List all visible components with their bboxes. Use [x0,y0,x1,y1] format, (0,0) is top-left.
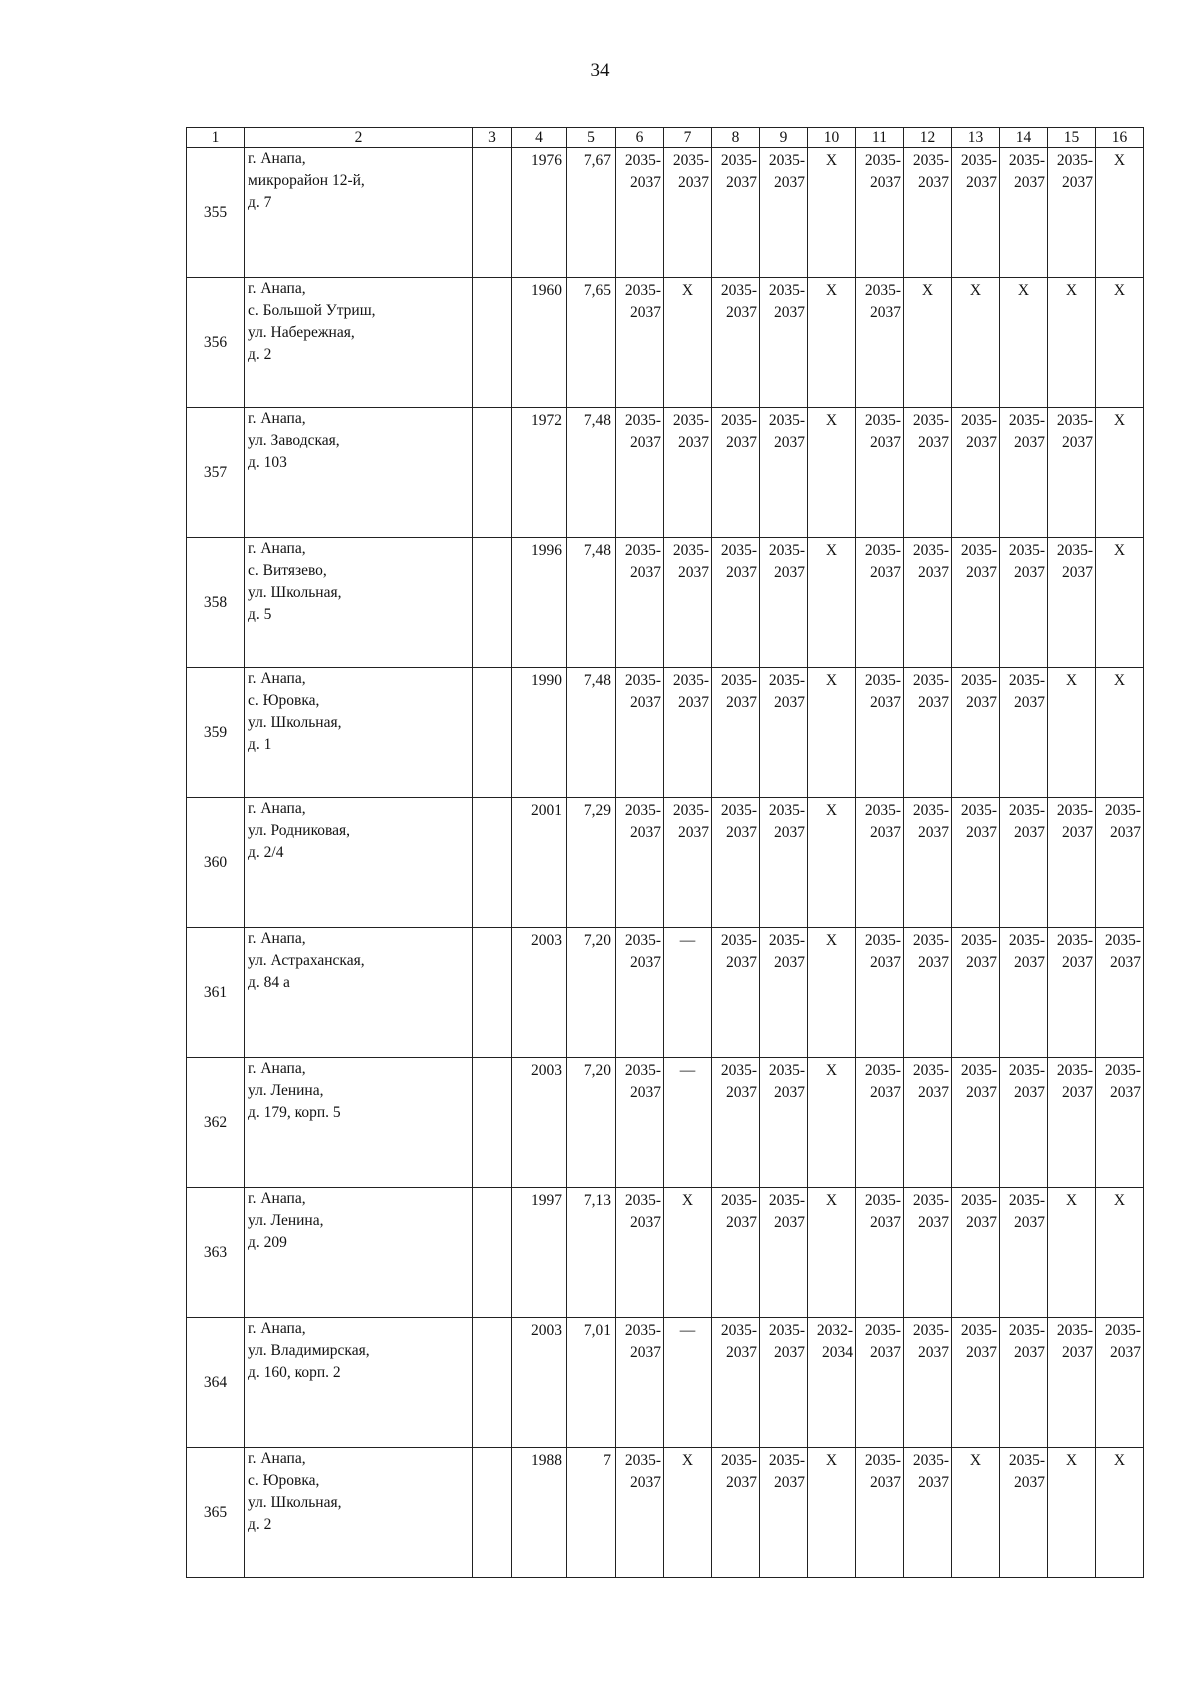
year-cell: 1972 [512,408,567,538]
table-row [187,668,1144,798]
period-cell: 2035- 2037 [856,798,904,928]
year-cell: 1960 [512,278,567,408]
period-cell: 2035- 2037 [1048,538,1096,668]
year-cell: 2003 [512,1058,567,1188]
value-cell: 7,48 [567,538,616,668]
row-number: 362 [187,1058,245,1188]
value-cell: 7,67 [567,148,616,278]
table-row [187,1188,1144,1318]
period-cell: 2035- 2037 [856,278,904,408]
column-header: 1 [187,128,245,148]
period-cell: X [1096,1188,1144,1318]
value-cell: 7,48 [567,408,616,538]
period-cell: 2035- 2037 [856,1318,904,1448]
period-cell: X [952,278,1000,408]
period-cell: X [1096,148,1144,278]
address-cell: г. Анапа, ул. Ленина, д. 209 [245,1188,473,1318]
column-header: 15 [1048,128,1096,148]
row-number: 364 [187,1318,245,1448]
page-number: 34 [590,60,610,81]
period-cell: 2035- 2037 [1000,538,1048,668]
period-cell: 2035- 2037 [616,928,664,1058]
address-cell: г. Анапа, с. Юровка, ул. Школьная, д. 1 [245,668,473,798]
table-row [187,1318,1144,1448]
column-header: 7 [664,128,712,148]
row-number: 360 [187,798,245,928]
period-cell: 2035- 2037 [712,1448,760,1578]
period-cell: 2035- 2037 [616,1318,664,1448]
col3-cell [473,278,512,408]
period-cell: 2035- 2037 [760,278,808,408]
table-row [187,278,1144,408]
period-cell: 2035- 2037 [664,798,712,928]
period-cell: 2035- 2037 [1096,928,1144,1058]
period-cell: X [808,1188,856,1318]
column-header: 14 [1000,128,1048,148]
table-row [187,928,1144,1058]
period-cell: 2035- 2037 [760,1058,808,1188]
period-cell: 2035- 2037 [616,1448,664,1578]
period-cell: X [1096,1448,1144,1578]
period-cell: X [808,148,856,278]
period-cell: 2035- 2037 [1000,148,1048,278]
period-cell: 2035- 2037 [616,408,664,538]
col3-cell [473,928,512,1058]
period-cell: 2035- 2037 [904,928,952,1058]
period-cell: X [808,668,856,798]
period-cell: 2035- 2037 [904,1188,952,1318]
period-cell: X [808,798,856,928]
value-cell: 7 [567,1448,616,1578]
period-cell: 2035- 2037 [1000,928,1048,1058]
period-cell: 2035- 2037 [1048,408,1096,538]
period-cell: 2035- 2037 [1000,668,1048,798]
address-cell: г. Анапа, ул. Заводская, д. 103 [245,408,473,538]
col3-cell [473,1188,512,1318]
column-header: 4 [512,128,567,148]
period-cell: 2035- 2037 [856,408,904,538]
period-cell: 2035- 2037 [952,798,1000,928]
period-cell: 2035- 2037 [664,408,712,538]
period-cell: 2035- 2037 [712,538,760,668]
period-cell: 2035- 2037 [1000,1448,1048,1578]
col3-cell [473,148,512,278]
period-cell: 2035- 2037 [664,538,712,668]
table-row [187,1448,1144,1578]
period-cell: X [1048,1448,1096,1578]
period-cell: 2035- 2037 [1000,798,1048,928]
table-row [187,408,1144,538]
row-number: 355 [187,148,245,278]
register-table [186,127,1144,1578]
period-cell: 2035- 2037 [856,1448,904,1578]
period-cell: 2035- 2037 [856,668,904,798]
period-cell: X [952,1448,1000,1578]
period-cell: 2035- 2037 [616,148,664,278]
period-cell: — [664,1318,712,1448]
column-header: 16 [1096,128,1144,148]
col3-cell [473,1318,512,1448]
period-cell: 2035- 2037 [760,928,808,1058]
period-cell: 2035- 2037 [760,408,808,538]
period-cell: X [1048,278,1096,408]
period-cell: X [664,278,712,408]
period-cell: 2035- 2037 [856,1188,904,1318]
period-cell: 2035- 2037 [904,408,952,538]
address-cell: г. Анапа, микрорайон 12-й, д. 7 [245,148,473,278]
period-cell: 2035- 2037 [616,538,664,668]
col3-cell [473,1058,512,1188]
period-cell: X [1096,538,1144,668]
period-cell: 2035- 2037 [1000,408,1048,538]
table-row [187,798,1144,928]
col3-cell [473,408,512,538]
address-cell: г. Анапа, ул. Владимирская, д. 160, корп. 2 [245,1318,473,1448]
period-cell: X [1096,278,1144,408]
period-cell: 2035- 2037 [952,928,1000,1058]
period-cell: 2035- 2037 [712,148,760,278]
period-cell: 2035- 2037 [952,408,1000,538]
period-cell: X [1096,408,1144,538]
period-cell: 2035- 2037 [712,928,760,1058]
column-header: 11 [856,128,904,148]
value-cell: 7,29 [567,798,616,928]
period-cell: 2035- 2037 [760,1188,808,1318]
period-cell: 2035- 2037 [904,1448,952,1578]
value-cell: 7,01 [567,1318,616,1448]
column-header: 10 [808,128,856,148]
address-cell: г. Анапа, с. Витязево, ул. Школьная, д. 5 [245,538,473,668]
header-row [187,128,1144,148]
period-cell: 2035- 2037 [904,538,952,668]
row-number: 363 [187,1188,245,1318]
col3-cell [473,1448,512,1578]
period-cell: 2035- 2037 [952,1058,1000,1188]
period-cell: 2035- 2037 [856,538,904,668]
period-cell: 2035- 2037 [1048,798,1096,928]
row-number: 356 [187,278,245,408]
column-header: 3 [473,128,512,148]
period-cell: 2035- 2037 [904,668,952,798]
column-header: 8 [712,128,760,148]
period-cell: 2035- 2037 [952,1318,1000,1448]
period-cell: 2035- 2037 [712,1318,760,1448]
period-cell: 2035- 2037 [760,1448,808,1578]
period-cell: 2035- 2037 [664,668,712,798]
year-cell: 1996 [512,538,567,668]
table-row [187,148,1144,278]
period-cell: 2035- 2037 [664,148,712,278]
period-cell: X [808,1448,856,1578]
period-cell: 2035- 2037 [952,1188,1000,1318]
period-cell: X [1096,668,1144,798]
period-cell: 2035- 2037 [760,148,808,278]
period-cell: 2035- 2037 [1048,148,1096,278]
period-cell: — [664,1058,712,1188]
year-cell: 1990 [512,668,567,798]
period-cell: 2035- 2037 [712,668,760,798]
period-cell: X [808,538,856,668]
value-cell: 7,20 [567,1058,616,1188]
row-number: 361 [187,928,245,1058]
row-number: 359 [187,668,245,798]
table-row [187,538,1144,668]
period-cell: X [904,278,952,408]
period-cell: 2035- 2037 [1048,928,1096,1058]
value-cell: 7,13 [567,1188,616,1318]
column-header: 12 [904,128,952,148]
period-cell: X [808,408,856,538]
col3-cell [473,538,512,668]
address-cell: г. Анапа, с. Юровка, ул. Школьная, д. 2 [245,1448,473,1578]
period-cell: 2035- 2037 [952,668,1000,798]
period-cell: X [1048,1188,1096,1318]
column-header: 2 [245,128,473,148]
address-cell: г. Анапа, ул. Родниковая, д. 2/4 [245,798,473,928]
year-cell: 2003 [512,1318,567,1448]
period-cell: 2035- 2037 [856,928,904,1058]
period-cell: 2035- 2037 [904,1318,952,1448]
period-cell: 2035- 2037 [1096,1318,1144,1448]
period-cell: 2035- 2037 [712,408,760,538]
period-cell: 2035- 2037 [1048,1318,1096,1448]
value-cell: 7,65 [567,278,616,408]
period-cell: 2035- 2037 [616,668,664,798]
period-cell: 2035- 2037 [760,668,808,798]
period-cell: 2035- 2037 [904,798,952,928]
period-cell: 2035- 2037 [856,1058,904,1188]
value-cell: 7,20 [567,928,616,1058]
table-row [187,1058,1144,1188]
period-cell: X [808,278,856,408]
period-cell: X [664,1448,712,1578]
address-cell: г. Анапа, с. Большой Утриш, ул. Набережная, д. 2 [245,278,473,408]
period-cell: 2035- 2037 [712,278,760,408]
period-cell: 2035- 2037 [616,1188,664,1318]
period-cell: 2035- 2037 [952,538,1000,668]
period-cell: 2035- 2037 [712,1058,760,1188]
year-cell: 2003 [512,928,567,1058]
period-cell: X [1000,278,1048,408]
year-cell: 1988 [512,1448,567,1578]
value-cell: 7,48 [567,668,616,798]
period-cell: 2035- 2037 [712,1188,760,1318]
period-cell: 2035- 2037 [904,1058,952,1188]
period-cell: X [664,1188,712,1318]
address-cell: г. Анапа, ул. Астраханская, д. 84 а [245,928,473,1058]
period-cell: 2035- 2037 [1000,1318,1048,1448]
row-number: 358 [187,538,245,668]
period-cell: X [808,928,856,1058]
period-cell: 2035- 2037 [1096,798,1144,928]
period-cell: — [664,928,712,1058]
table-body [187,148,1144,1578]
period-cell: 2035- 2037 [760,538,808,668]
address-cell: г. Анапа, ул. Ленина, д. 179, корп. 5 [245,1058,473,1188]
period-cell: 2035- 2037 [712,798,760,928]
column-header: 5 [567,128,616,148]
period-cell: X [1048,668,1096,798]
row-number: 365 [187,1448,245,1578]
col3-cell [473,798,512,928]
period-cell: 2035- 2037 [1000,1188,1048,1318]
period-cell: X [808,1058,856,1188]
period-cell: 2035- 2037 [616,798,664,928]
period-cell: 2032- 2034 [808,1318,856,1448]
period-cell: 2035- 2037 [760,798,808,928]
period-cell: 2035- 2037 [1000,1058,1048,1188]
year-cell: 2001 [512,798,567,928]
year-cell: 1976 [512,148,567,278]
col3-cell [473,668,512,798]
period-cell: 2035- 2037 [760,1318,808,1448]
period-cell: 2035- 2037 [952,148,1000,278]
row-number: 357 [187,408,245,538]
period-cell: 2035- 2037 [1048,1058,1096,1188]
period-cell: 2035- 2037 [1096,1058,1144,1188]
period-cell: 2035- 2037 [616,1058,664,1188]
year-cell: 1997 [512,1188,567,1318]
column-header: 13 [952,128,1000,148]
period-cell: 2035- 2037 [616,278,664,408]
period-cell: 2035- 2037 [904,148,952,278]
column-header: 9 [760,128,808,148]
column-header: 6 [616,128,664,148]
period-cell: 2035- 2037 [856,148,904,278]
